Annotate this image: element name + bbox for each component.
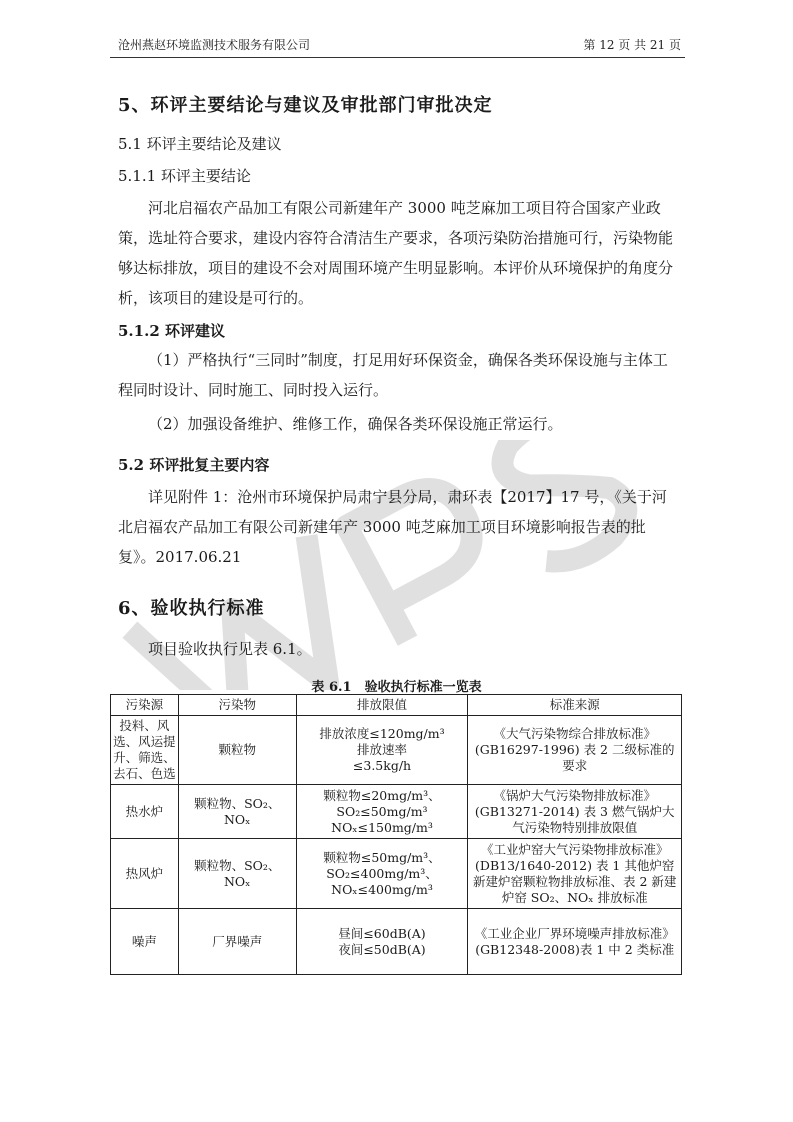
cell-limit [296,716,468,785]
header-cell-pollutant: 污染物 [178,695,296,716]
header-page-info: 第 12 页 共 21 页 [583,38,681,52]
table-row [111,716,682,785]
section6-intro: 项目验收执行见表 6.1。 [148,640,312,658]
limit-line: 排放浓度≤120mg/m³ [319,726,445,741]
table-row [111,909,682,975]
header-cell-source: 污染源 [111,695,179,716]
section52-text: 详见附件 1：沧州市环境保护局肃宁县分局，肃环表【2017】17 号，《关于河北启福农产品加工有限公司新建年产 3000 吨芝麻加工项目环境影响报告表的批复》。2017.06.21 [118,488,667,566]
cell-pollutant: 颗粒物、SO₂、NOₓ [178,785,296,839]
header-cell-standard: 标准来源 [468,695,682,716]
cell-source: 噪声 [111,909,179,975]
section512-item2: （2）加强设备维护、维修工作，确保各类环保设施正常运行。 [148,415,563,433]
limit-line: 夜间≤50dB(A) [338,941,426,957]
table-caption: 表 6.1 验收执行标准一览表 [311,680,482,695]
section6-title: 6、验收执行标准 [118,598,265,619]
limit-line: 颗粒物≤20mg/m³、 [323,787,441,803]
limit-line: SO₂≤400mg/m³、 [326,865,438,881]
standards-table [110,694,682,975]
section512-title: 5.1.2 环评建议 [118,322,225,340]
section52-title: 5.2 环评批复主要内容 [118,456,270,474]
table-header-row [111,695,682,716]
cell-standard: 《锅炉大气污染物排放标准》(GB13271-2014) 表 3 燃气锅炉大气污染物特别排放限值 [468,785,682,839]
cell-limit [296,839,468,909]
cell-pollutant: 颗粒物、SO₂、NOₓ [178,839,296,909]
header-divider [110,57,685,58]
section512-item1: （1）严格执行“三同时”制度，打足用好环保资金，确保各类环保设施与主体工程同时设计、同时施工、同时投入运行。 [118,351,668,399]
cell-limit [296,909,468,975]
cell-source: 热风炉 [111,839,179,909]
section51-title: 5.1 环评主要结论及建议 [118,135,282,153]
table-row [111,785,682,839]
cell-standard: 《工业企业厂界环境噪声排放标准》(GB12348-2008)表 1 中 2 类标准 [468,909,682,975]
limit-line: NOₓ≤150mg/m³ [331,819,433,835]
limit-line: 颗粒物≤50mg/m³、 [323,849,441,865]
cell-pollutant: 厂界噪声 [178,909,296,975]
header-company: 沧州燕赵环境监测技术服务有限公司 [118,38,311,52]
cell-standard: 《工业炉窑大气污染物排放标准》(DB13/1640-2012) 表 1 其他炉窑新建炉窑颗粒物排放标准、表 2 新建炉窑 SO₂、NOₓ 排放标准 [468,839,682,909]
limit-line: ≤3.5kg/h [352,758,412,773]
limit-line: 昼间≤60dB(A) [338,925,426,941]
limit-line: NOₓ≤400mg/m³ [331,881,433,897]
table-row [111,839,682,909]
cell-limit [296,785,468,839]
cell-pollutant: 颗粒物 [178,716,296,785]
cell-standard: 《大气污染物综合排放标准》(GB16297-1996) 表 2 二级标准的要求 [468,716,682,785]
cell-source: 投料、风选、风运提升、筛选、去石、色选 [111,716,179,785]
section511-title: 5.1.1 环评主要结论 [118,167,251,185]
section5-title: 5、环评主要结论与建议及审批部门审批决定 [118,95,493,116]
header-cell-limit: 排放限值 [296,695,468,716]
limit-line: 排放速率 [356,742,407,757]
cell-source: 热水炉 [111,785,179,839]
limit-line: SO₂≤50mg/m³ [336,803,428,819]
section511-text: 河北启福农产品加工有限公司新建年产 3000 吨芝麻加工项目符合国家产业政策，选址符合要求，建设内容符合清洁生产要求，各项污染防治措施可行，污染物能够达标排放，项目的建设不会对周围环境产生明显影响。本评价从环境保护的角度分析，该项目的建设是可行的。 [118,199,674,307]
